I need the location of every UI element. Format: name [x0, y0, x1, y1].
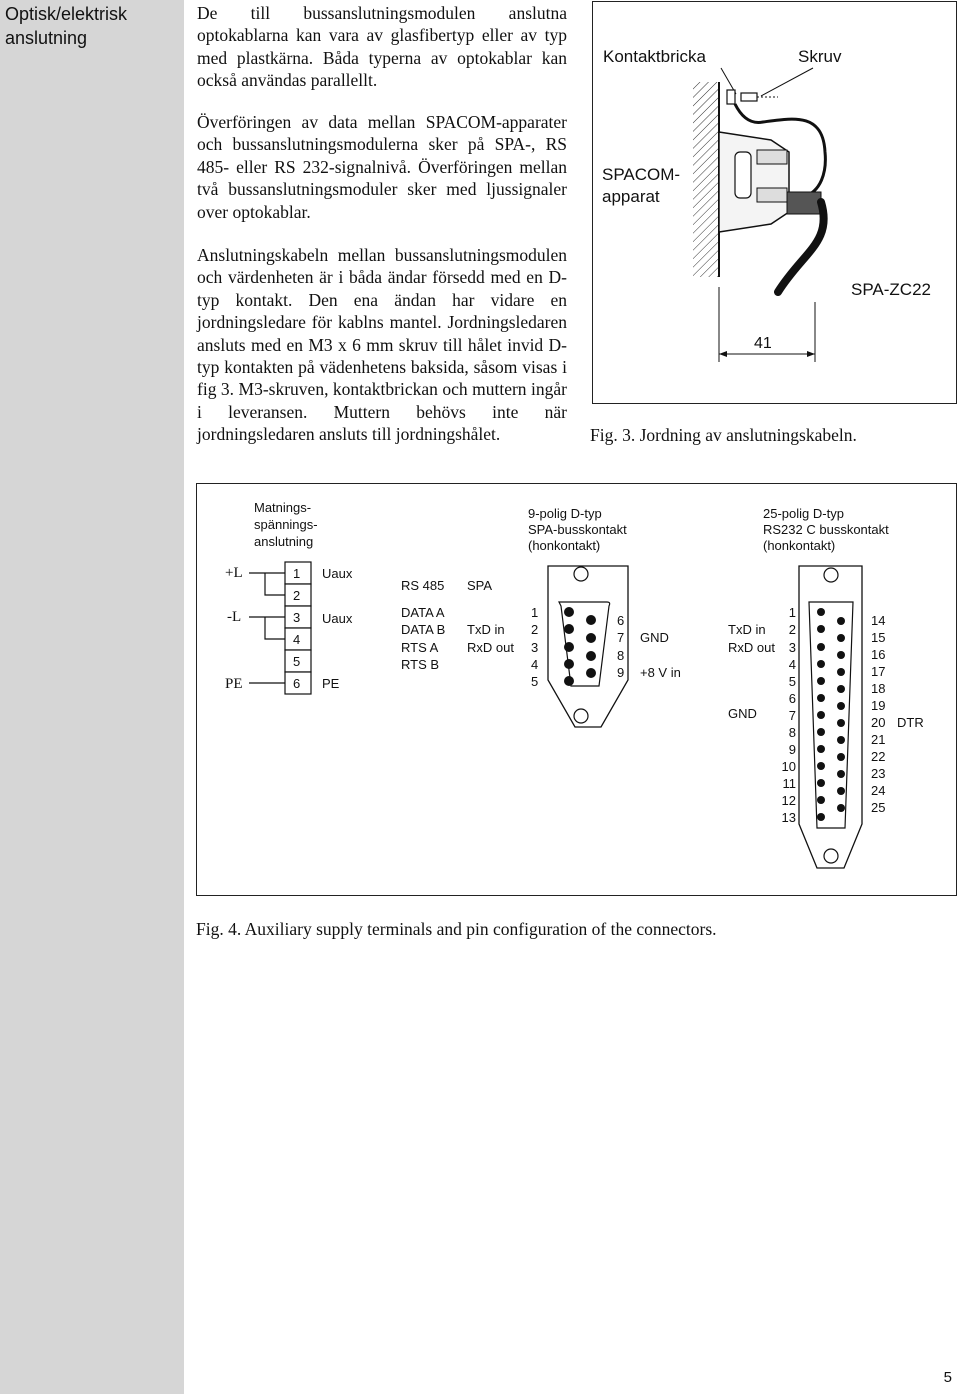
conn25-pin-17: 17 — [871, 664, 886, 679]
conn25-signal-dtr: DTR — [897, 715, 924, 730]
conn9-signal-8v-in: +8 V in — [640, 665, 681, 680]
fig3-illustration — [593, 2, 955, 402]
conn25-signal-rxd-out: RxD out — [728, 640, 775, 655]
conn9-title-line2: SPA-busskontakt — [528, 522, 627, 537]
dimension-arrow-left — [719, 351, 727, 357]
paragraph-3-text: Anslutningskabeln mellan bussanslutningsmodulen och värdenheten är i båda ändar försedd med en D-typ kontakt. Den ena ändan har vidare en jordningsledare för kablns mantel. Jordningsledaren ansluts med en M3 x 6 mm skruv till hålet invid D-typ kontakten på vädenhetens baksida, såsom visas i fig 3. M3-skruven, kontaktbrickan och muttern ingår i leveransen. Muttern behövs inte när jordningsledaren ansluts till jordningshålet. — [197, 245, 567, 445]
dimension-value: 41 — [754, 335, 772, 352]
conn25-pin-15: 15 — [871, 630, 886, 645]
supply-label-minus-l: -L — [227, 609, 242, 625]
spa-header: SPA — [467, 578, 493, 593]
conn25-title-line3: (honkontakt) — [763, 538, 836, 553]
page-number: 5 — [943, 1369, 952, 1386]
device-wall-hatch — [693, 82, 719, 277]
d-connector-body — [719, 132, 789, 232]
fig3-caption: Fig. 3. Jordning av anslutningskabeln. — [590, 425, 857, 445]
screw-shape — [741, 93, 757, 101]
supply-terminal-2: 2 — [293, 588, 301, 603]
conn9-title-line1: 9-polig D-typ — [528, 506, 602, 521]
conn25-left-pin-numbers — [782, 605, 796, 825]
spa-signal-1: TxD in — [467, 622, 505, 637]
supply-terminal-block — [285, 562, 311, 694]
conn25-pin-1: 1 — [788, 605, 796, 620]
conn25-pin-7: 7 — [788, 708, 796, 723]
conn25-pin-8: 8 — [788, 725, 796, 740]
conn25-mounting-hole-top — [824, 568, 838, 582]
fig3-frame — [592, 1, 957, 404]
supply-terminal-1: 1 — [293, 566, 301, 581]
jack-screw-bottom — [757, 188, 787, 202]
conn25-pin-12: 12 — [781, 793, 796, 808]
paragraph-1 — [197, 2, 567, 92]
conn25-pin-22: 22 — [871, 749, 886, 764]
conn25-right-pin-numbers — [871, 613, 885, 815]
conn25-mounting-hole-bottom — [824, 849, 838, 863]
conn25-signal-txd-in: TxD in — [728, 622, 766, 637]
conn9-pin-1: 1 — [531, 605, 539, 620]
conn25-title-line2: RS232 C busskontakt — [763, 522, 889, 537]
supply-terminal-4: 4 — [293, 632, 301, 647]
conn25-pin-19: 19 — [871, 698, 886, 713]
d-connector-slot — [735, 152, 751, 198]
conn25-pin-23: 23 — [871, 766, 886, 781]
sidebar-title: Optisk/elektrisk anslutning — [5, 4, 128, 48]
conn25-pin-18: 18 — [871, 681, 886, 696]
rs485-signal-3: RTS A — [401, 640, 439, 655]
conn25-pin-5: 5 — [788, 674, 796, 689]
supply-label-plus-l: +L — [225, 565, 243, 581]
rs485-signal-1: DATA A — [401, 605, 445, 620]
conn9-pin-9: 9 — [617, 665, 625, 680]
label-spa-zc22: SPA-ZC22 — [851, 280, 931, 299]
rs485-signal-4: RTS B — [401, 657, 440, 672]
conn9-shell — [548, 566, 628, 727]
supply-title-line2: spännings- — [254, 517, 318, 532]
paragraph-1-text: De till bussanslutningsmodulen anslutna optokablarna kan vara av glasfibertyp eller av typ med plastkärna. Båda typerna av optokablar kan också användas parallellt. — [197, 3, 567, 91]
conn25-signal-gnd: GND — [728, 706, 757, 721]
paragraph-3 — [197, 244, 567, 446]
conn25-pin-9: 9 — [788, 742, 796, 757]
conn9-title-line3: (honkontakt) — [528, 538, 601, 553]
cable-strain-relief — [787, 192, 821, 214]
sidebar — [0, 0, 184, 1394]
conn25-pin-11: 11 — [782, 776, 796, 791]
supply-terminal-3: 3 — [293, 610, 301, 625]
conn25-pin-13: 13 — [781, 810, 796, 825]
conn9-pin-7: 7 — [617, 630, 625, 645]
jack-screw-top — [757, 150, 787, 164]
rs485-header: RS 485 — [401, 578, 445, 593]
conn9-signal-gnd: GND — [640, 630, 669, 645]
conn25-pin-4: 4 — [788, 657, 796, 672]
supply-terminal-6: 6 — [293, 676, 301, 691]
supply-title-line1: Matnings- — [254, 500, 312, 515]
conn25-pin-21: 21 — [871, 732, 886, 747]
fig4-diagram — [197, 484, 955, 894]
dimension-arrow-right — [807, 351, 815, 357]
conn25-pin-24: 24 — [871, 783, 886, 798]
conn9-pin-5: 5 — [531, 674, 539, 689]
paragraph-2 — [197, 111, 567, 223]
spa-signal-2: RxD out — [467, 640, 514, 655]
fig4-frame — [196, 483, 957, 896]
conn9-pin-2: 2 — [531, 622, 539, 637]
fig4-caption: Fig. 4. Auxiliary supply terminals and pin configuration of the connectors. — [196, 919, 717, 939]
conn25-pin-14: 14 — [871, 613, 886, 628]
supply-terminal-label-uaux-2: Uaux — [322, 611, 353, 626]
conn25-pin-25: 25 — [871, 800, 886, 815]
label-kontaktbricka: Kontaktbricka — [603, 47, 706, 66]
label-spacom-line1: SPACOM- — [602, 165, 681, 184]
supply-wiring — [249, 573, 285, 683]
conn25-pin-20: 20 — [871, 715, 886, 730]
label-spacom-line2: apparat — [602, 187, 660, 206]
supply-title-line3: anslutning — [254, 534, 314, 549]
supply-terminal-5: 5 — [293, 654, 301, 669]
supply-terminal-label-uaux-1: Uaux — [322, 566, 353, 581]
conn9-mounting-hole-bottom — [574, 709, 588, 723]
label-skruv: Skruv — [798, 47, 842, 66]
conn9-pin-3: 3 — [531, 640, 539, 655]
conn25-pin-3: 3 — [788, 640, 796, 655]
conn9-mounting-hole-top — [574, 567, 588, 581]
conn25-title-line1: 25-polig D-typ — [763, 506, 844, 521]
paragraph-2-text: Överföringen av data mellan SPACOM-apparater och bussanslutningsmodulerna sker på SPA-, RS 485- eller RS 232-signalnivå. Överföringen mellan två bussanslutningsmoduler sker med ljussignaler over optokablar. — [197, 112, 567, 222]
conn9-pin-6: 6 — [617, 613, 625, 628]
conn25-pin-16: 16 — [871, 647, 886, 662]
conn9-left-pin-numbers — [531, 605, 538, 689]
rs485-signal-2: DATA B — [401, 622, 446, 637]
conn9-pin-4: 4 — [531, 657, 539, 672]
conn9-pin-8: 8 — [617, 648, 625, 663]
supply-label-pe: PE — [225, 676, 243, 692]
conn25-pin-6: 6 — [788, 691, 796, 706]
supply-terminal-label-pe: PE — [322, 676, 340, 691]
leader-skruv — [761, 68, 813, 96]
washer-shape — [727, 90, 735, 104]
conn25-pin-2: 2 — [788, 622, 796, 637]
conn25-pin-10: 10 — [781, 759, 796, 774]
